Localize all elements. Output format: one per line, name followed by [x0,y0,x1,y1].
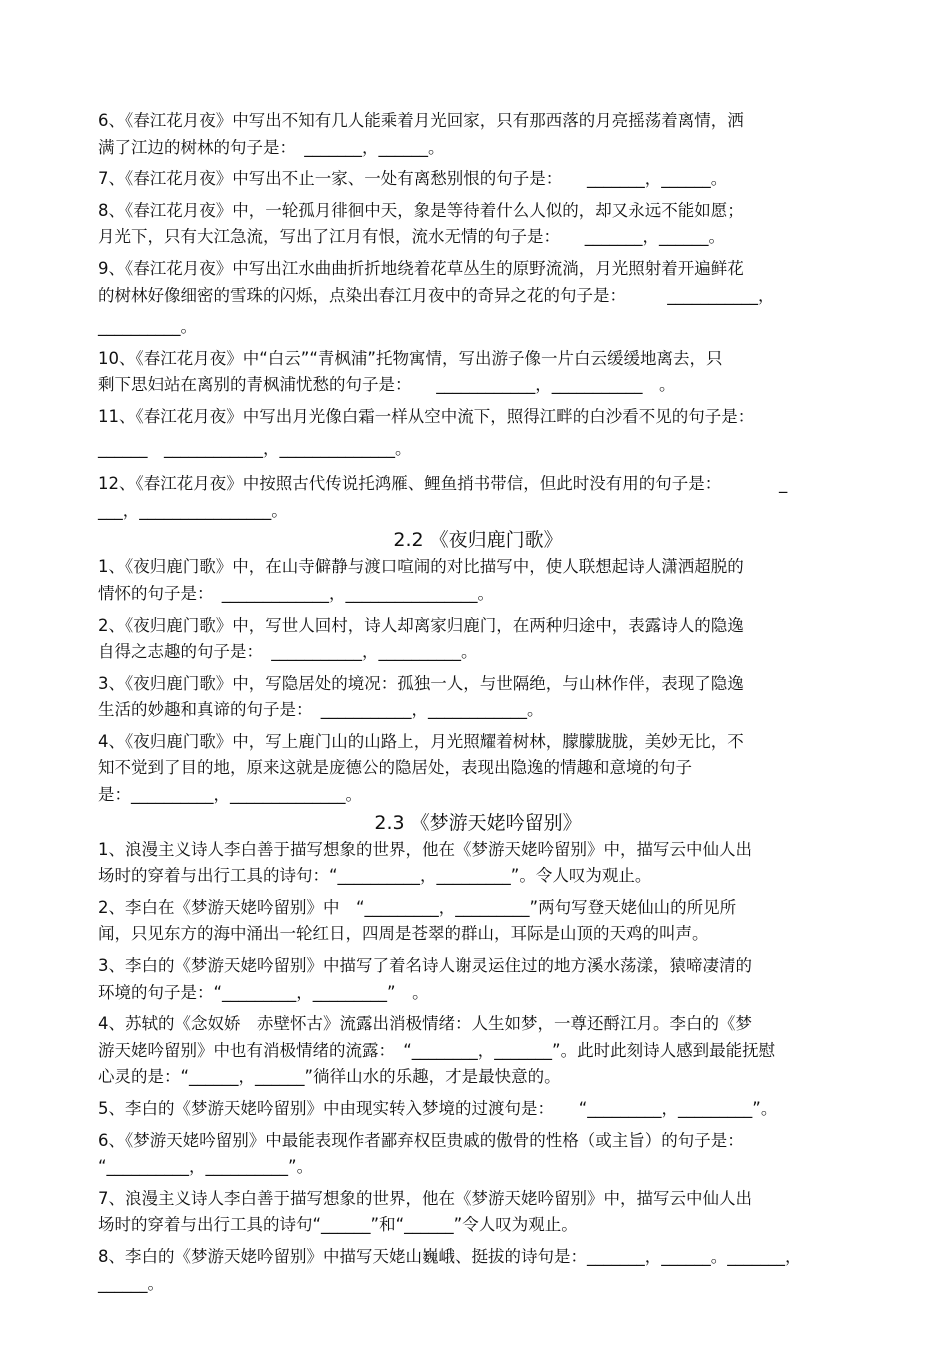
section-heading-mengyoutianmu: 2.3 《梦游天姥吟留别》 [374,811,582,834]
text-line: 知不觉到了目的地，原来这就是庞德公的隐居处，表现出隐逸的情趣和意境的句子 [98,758,692,778]
text-line: 自得之志趣的句子是： ___________，__________。 [98,642,478,662]
document-page [98,108,858,1297]
text-line: 8、李白的《梦游天姥吟留别》中描写天姥山巍峨、挺拔的诗句是：_______，______。_______， [98,1246,802,1266]
text-line: 4、苏轼的《念奴娇 赤壁怀古》流露出消极情绪：人生如梦，一尊还酹江月。李白的《梦 [98,1014,752,1034]
text-line: 剩下思妇站在离别的青枫浦忧愁的句子是： ____________，___________ 。 [98,375,676,395]
text-line: 满了江边的树林的句子是： _______，______。 [98,137,445,157]
text-line: 是：__________，______________。 [98,785,362,805]
text-line: 7、《春江花月夜》中写出不止一家、一处有离愁别恨的句子是： _______，______。 [98,169,728,189]
section-chunjiang [98,108,858,524]
section-mengyoutianmu [98,837,858,1298]
text-line: 12、《春江花月夜》中按照古代传说托鸿雁、鲤鱼捎书带信，但此时没有用的句子是： _ [98,474,788,494]
text-line: 6、《梦游天姥吟留别》中最能表现作者鄙弃权臣贵戚的傲骨的性格（或主旨）的句子是： [98,1130,744,1150]
text-line: __________。 [98,317,197,337]
text-line: ___，________________。 [98,500,288,520]
text-line: 游天姥吟留别》中也有消极情绪的流露： “________，_______”。此时此刻诗人感到最能抚慰 [98,1040,776,1060]
text-line: 场时的穿着与出行工具的诗句“______”和“______”令人叹为观止。 [98,1215,578,1235]
text-line: 1、浪漫主义诗人李白善于描写想象的世界，他在《梦游天姥吟留别》中，描写云中仙人出 [98,839,752,859]
text-line: 闻，只见东方的海中涌出一轮红日，四周是苍翠的群山，耳际是山顶的天鸡的叫声。 [98,924,709,944]
text-line: 10、《春江花月夜》中“白云”“青枫浦”托物寓情，写出游子像一片白云缓缓地离去，只 [98,348,723,368]
text-line: 9、《春江花月夜》中写出江水曲曲折折地绕着花草丛生的原野流淌，月光照射着开遍鲜花 [98,258,744,278]
text-line: 场时的穿着与出行工具的诗句：“__________，_________”。令人叹为观止。 [98,866,652,886]
text-line: 11、《春江花月夜》中写出月光像白霜一样从空中流下，照得江畔的白沙看不见的句子是： [98,406,755,426]
text-line: 环境的句子是：“_________，_________” 。 [98,982,429,1002]
text-line: 心灵的是：“______，______”徜徉山水的乐趣，才是最快意的。 [98,1067,561,1087]
text-line: 情怀的句子是： _____________，________________。 [98,583,494,603]
text-line: 7、浪漫主义诗人李白善于描写想象的世界，他在《梦游天姥吟留别》中，描写云中仙人出 [98,1188,752,1208]
text-line: 生活的妙趣和真谛的句子是： ___________，____________。 [98,700,544,720]
text-line: 5、李白的《梦游天姥吟留别》中由现实转入梦境的过渡句是： “_________，_________”。 [98,1099,778,1118]
section-yeguilumen [98,554,858,808]
text-line: 的树林好像细密的雪珠的闪烁，点染出春江月夜中的奇异之花的句子是： ___________， [98,285,775,305]
text-line: 4、《夜归鹿门歌》中，写上鹿门山的山路上，月光照耀着树林，朦朦胧胧，美妙无比，不 [98,731,744,751]
text-line: ______ ____________，______________。 [98,438,412,458]
text-line: 6、《春江花月夜》中写出不知有几人能乘着月光回家，只有那西落的月亮摇荡着离情，洒 [98,111,744,130]
text-line: 8、《春江花月夜》中，一轮孤月徘徊中天，象是等待着什么人似的，却又永远不能如愿； [98,200,744,220]
text-line: 3、《夜归鹿门歌》中，写隐居处的境况：孤独一人，与世隔绝，与山林作伴，表现了隐逸 [98,673,744,693]
text-line: 月光下，只有大江急流，写出了江月有恨，流水无情的句子是： _______，______。 [98,227,725,247]
text-line: 2、李白在《梦游天姥吟留别》中 “_________，_________”两句写登天姥仙山的所见所 [98,897,737,917]
text-line: “__________，__________”。 [98,1157,314,1177]
text-line: 2、《夜归鹿门歌》中，写世人回村，诗人却离家归鹿门，在两种归途中，表露诗人的隐逸 [98,615,744,635]
text-line: 3、李白的《梦游天姥吟留别》中描写了着名诗人谢灵运住过的地方溪水荡漾，猿啼凄清的 [98,956,752,976]
text-line: 1、《夜归鹿门歌》中，在山寺僻静与渡口喧闹的对比描写中，使人联想起诗人潇洒超脱的 [98,557,744,577]
section-heading-yeguilumen: 2.2 《夜归鹿门歌》 [393,529,563,552]
text-line: ______。 [98,1273,164,1293]
